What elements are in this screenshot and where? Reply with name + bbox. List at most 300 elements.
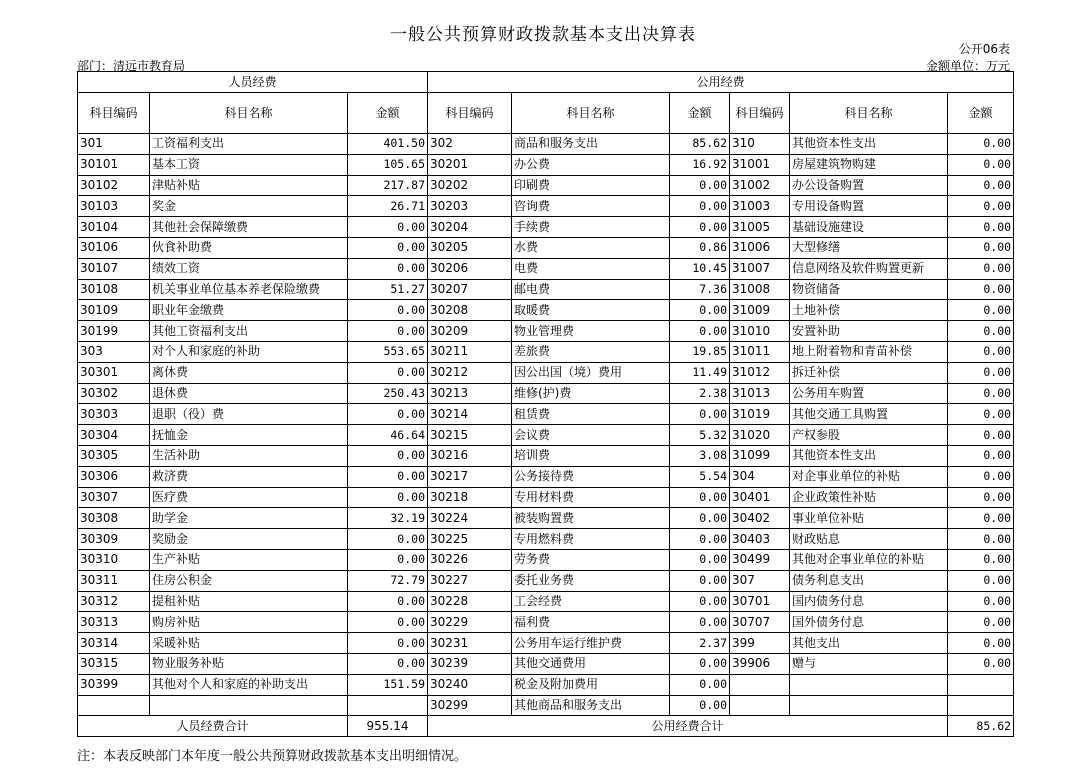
amount-cell: 0.00 xyxy=(948,425,1014,446)
amount-cell: 0.00 xyxy=(948,591,1014,612)
amount-cell: 151.59 xyxy=(348,674,428,695)
amount-cell: 0.00 xyxy=(670,591,730,612)
subject-code-cell: 31003 xyxy=(730,196,790,217)
subject-code-cell: 30211 xyxy=(428,341,512,362)
amount-cell: 0.00 xyxy=(948,258,1014,279)
amount-cell: 0.00 xyxy=(670,404,730,425)
subject-name-cell: 事业单位补贴 xyxy=(790,508,948,529)
amount-cell: 0.00 xyxy=(948,321,1014,342)
amount-cell: 0.00 xyxy=(948,570,1014,591)
table-row xyxy=(78,633,1014,654)
amount-cell: 0.00 xyxy=(348,487,428,508)
amount-cell: 0.00 xyxy=(348,466,428,487)
subject-code-cell: 30217 xyxy=(428,466,512,487)
subject-code-cell: 30215 xyxy=(428,425,512,446)
subject-code-cell: 31011 xyxy=(730,341,790,362)
column-header-row xyxy=(78,93,1014,134)
amount-cell: 0.00 xyxy=(348,549,428,570)
subject-code-cell: 30239 xyxy=(428,653,512,674)
footnote: 注：本表反映部门本年度一般公共预算财政拨款基本支出明细情况。 xyxy=(77,749,468,764)
subject-code-cell: 30203 xyxy=(428,196,512,217)
subject-name-cell: 医疗费 xyxy=(150,487,348,508)
subject-code-cell: 30403 xyxy=(730,529,790,550)
subject-name-cell: 其他社会保障缴费 xyxy=(150,217,348,238)
subject-code-cell: 30218 xyxy=(428,487,512,508)
amount-cell: 0.00 xyxy=(670,674,730,695)
subject-name-cell: 退职（役）费 xyxy=(150,404,348,425)
amount-cell: 0.00 xyxy=(348,591,428,612)
subject-name-cell: 电费 xyxy=(512,258,670,279)
amount-cell: 0.00 xyxy=(348,237,428,258)
subject-name-cell: 其他支出 xyxy=(790,633,948,654)
amount-cell: 0.00 xyxy=(948,445,1014,466)
subject-name-cell: 公务用车运行维护费 xyxy=(512,633,670,654)
subject-code-cell: 30311 xyxy=(78,570,150,591)
amount-cell: 105.65 xyxy=(348,154,428,175)
subject-code-cell: 30208 xyxy=(428,300,512,321)
subject-code-cell: 30101 xyxy=(78,154,150,175)
amount-cell: 0.00 xyxy=(348,362,428,383)
subject-code-cell: 30109 xyxy=(78,300,150,321)
amount-cell: 0.00 xyxy=(948,633,1014,654)
amount-cell: 0.00 xyxy=(948,404,1014,425)
subject-name-cell: 手续费 xyxy=(512,217,670,238)
subject-name-cell: 其他交通费用 xyxy=(512,653,670,674)
subject-name-cell: 地上附着物和青苗补偿 xyxy=(790,341,948,362)
subject-code-cell: 31006 xyxy=(730,237,790,258)
amount-cell: 0.00 xyxy=(670,196,730,217)
subject-code-cell: 30201 xyxy=(428,154,512,175)
group-header-row xyxy=(78,72,1014,93)
subject-name-cell: 委托业务费 xyxy=(512,570,670,591)
amount-cell: 0.00 xyxy=(948,237,1014,258)
amount-cell: 0.00 xyxy=(670,549,730,570)
department-label: 部门：清远市教育局 xyxy=(77,59,186,73)
amount-cell: 0.00 xyxy=(948,529,1014,550)
subject-code-cell: 30305 xyxy=(78,445,150,466)
amount-cell: 10.45 xyxy=(670,258,730,279)
amount-cell: 3.08 xyxy=(670,445,730,466)
subject-name-cell: 国外债务付息 xyxy=(790,612,948,633)
amount-cell: 217.87 xyxy=(348,175,428,196)
subject-name-cell: 工会经费 xyxy=(512,591,670,612)
amount-cell: 0.86 xyxy=(670,237,730,258)
amount-cell: 0.00 xyxy=(348,653,428,674)
subject-name-cell: 对企事业单位的补贴 xyxy=(790,466,948,487)
amount-cell: 0.00 xyxy=(948,653,1014,674)
amount-cell: 0.00 xyxy=(348,612,428,633)
amount-cell: 0.00 xyxy=(670,175,730,196)
table-row xyxy=(78,549,1014,570)
subject-code-cell: 31019 xyxy=(730,404,790,425)
expenditure-table xyxy=(77,71,1014,737)
subject-name-cell: 国内债务付息 xyxy=(790,591,948,612)
amount-cell: 250.43 xyxy=(348,383,428,404)
subject-code-cell: 303 xyxy=(78,341,150,362)
subject-code-cell: 30229 xyxy=(428,612,512,633)
table-row xyxy=(78,612,1014,633)
amount-cell: 0.00 xyxy=(670,321,730,342)
amount-cell: 0.00 xyxy=(948,612,1014,633)
subject-name-cell xyxy=(790,674,948,695)
amount-cell: 0.00 xyxy=(348,404,428,425)
public-total-label: 公用经费合计 xyxy=(428,716,948,737)
table-row xyxy=(78,529,1014,550)
amount-cell: 7.36 xyxy=(670,279,730,300)
subject-code-cell: 30304 xyxy=(78,425,150,446)
subject-name-cell: 其他工资福利支出 xyxy=(150,321,348,342)
amount-cell: 0.00 xyxy=(948,487,1014,508)
amount-cell: 0.00 xyxy=(948,279,1014,300)
amount-cell: 0.00 xyxy=(348,445,428,466)
amount-cell: 0.00 xyxy=(948,217,1014,238)
subject-code-cell: 30301 xyxy=(78,362,150,383)
amount-cell: 32.19 xyxy=(348,508,428,529)
table-row xyxy=(78,341,1014,362)
subject-code-cell: 30306 xyxy=(78,466,150,487)
subject-name-cell: 维修(护)费 xyxy=(512,383,670,404)
amount-cell: 0.00 xyxy=(670,612,730,633)
page-title: 一般公共预算财政拨款基本支出决算表 xyxy=(390,25,696,45)
unit-label: 金额单位：万元 xyxy=(925,59,1010,73)
subject-code-cell: 31008 xyxy=(730,279,790,300)
header-name: 科目名称 xyxy=(150,93,348,134)
subject-code-cell: 31010 xyxy=(730,321,790,342)
amount-cell: 2.37 xyxy=(670,633,730,654)
subject-name-cell: 购房补贴 xyxy=(150,612,348,633)
subject-code-cell: 30216 xyxy=(428,445,512,466)
subject-code-cell: 30213 xyxy=(428,383,512,404)
subject-code-cell: 302 xyxy=(428,134,512,155)
header-code: 科目编码 xyxy=(78,93,150,134)
subject-name-cell: 物业服务补贴 xyxy=(150,653,348,674)
amount-cell: 0.00 xyxy=(670,487,730,508)
amount-cell: 0.00 xyxy=(670,217,730,238)
subject-name-cell: 培训费 xyxy=(512,445,670,466)
subject-name-cell: 离休费 xyxy=(150,362,348,383)
amount-cell: 0.00 xyxy=(348,258,428,279)
amount-cell: 0.00 xyxy=(670,529,730,550)
amount-cell: 72.79 xyxy=(348,570,428,591)
table-row xyxy=(78,217,1014,238)
subject-code-cell: 31009 xyxy=(730,300,790,321)
amount-cell: 0.00 xyxy=(948,466,1014,487)
subject-code-cell: 31020 xyxy=(730,425,790,446)
public-total-amount: 85.62 xyxy=(948,716,1014,737)
subject-name-cell: 产权参股 xyxy=(790,425,948,446)
amount-cell: 26.71 xyxy=(348,196,428,217)
header-code: 科目编码 xyxy=(428,93,512,134)
subject-name-cell: 房屋建筑物购建 xyxy=(790,154,948,175)
amount-cell: 85.62 xyxy=(670,134,730,155)
subject-code-cell: 30106 xyxy=(78,237,150,258)
subject-code-cell: 30207 xyxy=(428,279,512,300)
subject-code-cell xyxy=(730,695,790,716)
subject-code-cell: 30199 xyxy=(78,321,150,342)
subject-name-cell: 物资储备 xyxy=(790,279,948,300)
subject-name-cell: 津贴补贴 xyxy=(150,175,348,196)
amount-cell: 16.92 xyxy=(670,154,730,175)
amount-cell: 0.00 xyxy=(670,653,730,674)
table-row xyxy=(78,362,1014,383)
subject-name-cell: 基本工资 xyxy=(150,154,348,175)
subject-name-cell: 专用材料费 xyxy=(512,487,670,508)
table-row xyxy=(78,445,1014,466)
subject-name-cell: 助学金 xyxy=(150,508,348,529)
amount-cell xyxy=(948,674,1014,695)
subject-code-cell: 301 xyxy=(78,134,150,155)
personnel-total-amount: 955.14 xyxy=(348,716,428,737)
subject-name-cell: 救济费 xyxy=(150,466,348,487)
table-row xyxy=(78,383,1014,404)
subject-name-cell: 专用燃料费 xyxy=(512,529,670,550)
table-row xyxy=(78,321,1014,342)
subject-code-cell: 30310 xyxy=(78,549,150,570)
amount-cell: 0.00 xyxy=(348,217,428,238)
subject-code-cell: 30228 xyxy=(428,591,512,612)
subject-code-cell: 30104 xyxy=(78,217,150,238)
subject-name-cell: 咨询费 xyxy=(512,196,670,217)
subject-code-cell: 30402 xyxy=(730,508,790,529)
subject-name-cell: 公务用车购置 xyxy=(790,383,948,404)
subject-code-cell: 30212 xyxy=(428,362,512,383)
amount-cell: 2.38 xyxy=(670,383,730,404)
table-row xyxy=(78,653,1014,674)
subject-name-cell: 企业政策性补贴 xyxy=(790,487,948,508)
amount-cell: 0.00 xyxy=(948,508,1014,529)
amount-cell: 11.49 xyxy=(670,362,730,383)
table-row xyxy=(78,508,1014,529)
amount-cell: 0.00 xyxy=(948,300,1014,321)
totals-row xyxy=(78,716,1014,737)
subject-name-cell: 因公出国（境）费用 xyxy=(512,362,670,383)
subject-name-cell: 被装购置费 xyxy=(512,508,670,529)
subject-code-cell: 30399 xyxy=(78,674,150,695)
amount-cell: 0.00 xyxy=(670,300,730,321)
subject-name-cell: 采暖补贴 xyxy=(150,633,348,654)
amount-cell: 0.00 xyxy=(948,134,1014,155)
subject-name-cell: 住房公积金 xyxy=(150,570,348,591)
subject-name-cell: 绩效工资 xyxy=(150,258,348,279)
subject-name-cell: 水费 xyxy=(512,237,670,258)
table-row xyxy=(78,237,1014,258)
subject-code-cell: 30204 xyxy=(428,217,512,238)
amount-cell: 0.00 xyxy=(670,570,730,591)
subject-code-cell: 304 xyxy=(730,466,790,487)
subject-code-cell: 307 xyxy=(730,570,790,591)
subject-code-cell xyxy=(78,695,150,716)
subject-name-cell: 拆迁补偿 xyxy=(790,362,948,383)
subject-name-cell: 其他对个人和家庭的补助支出 xyxy=(150,674,348,695)
table-code: 公开06表 xyxy=(958,42,1010,56)
amount-cell: 0.00 xyxy=(670,508,730,529)
subject-name-cell: 租赁费 xyxy=(512,404,670,425)
subject-name-cell: 赠与 xyxy=(790,653,948,674)
subject-code-cell: 30240 xyxy=(428,674,512,695)
table-row xyxy=(78,487,1014,508)
subject-name-cell: 信息网络及软件购置更新 xyxy=(790,258,948,279)
subject-code-cell: 30315 xyxy=(78,653,150,674)
subject-code-cell: 30214 xyxy=(428,404,512,425)
subject-code-cell: 30308 xyxy=(78,508,150,529)
header-name: 科目名称 xyxy=(790,93,948,134)
group-personnel: 人员经费 xyxy=(78,72,428,93)
subject-code-cell: 31005 xyxy=(730,217,790,238)
subject-name-cell: 劳务费 xyxy=(512,549,670,570)
amount-cell: 0.00 xyxy=(348,321,428,342)
subject-name-cell: 机关事业单位基本养老保险缴费 xyxy=(150,279,348,300)
subject-name-cell: 职业年金缴费 xyxy=(150,300,348,321)
subject-name-cell: 取暖费 xyxy=(512,300,670,321)
table-row xyxy=(78,674,1014,695)
subject-name-cell: 其他对企事业单位的补贴 xyxy=(790,549,948,570)
subject-name-cell: 邮电费 xyxy=(512,279,670,300)
subject-name-cell: 奖励金 xyxy=(150,529,348,550)
subject-code-cell: 30701 xyxy=(730,591,790,612)
header-name: 科目名称 xyxy=(512,93,670,134)
subject-code-cell: 30302 xyxy=(78,383,150,404)
subject-name-cell: 提租补贴 xyxy=(150,591,348,612)
subject-code-cell: 30299 xyxy=(428,695,512,716)
subject-code-cell: 30107 xyxy=(78,258,150,279)
subject-code-cell: 31013 xyxy=(730,383,790,404)
subject-name-cell: 差旅费 xyxy=(512,341,670,362)
subject-code-cell: 30103 xyxy=(78,196,150,217)
subject-name-cell: 基础设施建设 xyxy=(790,217,948,238)
subject-name-cell: 税金及附加费用 xyxy=(512,674,670,695)
amount-cell xyxy=(348,695,428,716)
table-row xyxy=(78,175,1014,196)
subject-name-cell: 其他资本性支出 xyxy=(790,134,948,155)
subject-name-cell: 工资福利支出 xyxy=(150,134,348,155)
subject-code-cell: 30206 xyxy=(428,258,512,279)
subject-code-cell: 30209 xyxy=(428,321,512,342)
subject-name-cell: 生产补贴 xyxy=(150,549,348,570)
subject-name-cell: 会议费 xyxy=(512,425,670,446)
amount-cell: 0.00 xyxy=(948,362,1014,383)
amount-cell: 51.27 xyxy=(348,279,428,300)
subject-name-cell: 生活补助 xyxy=(150,445,348,466)
subject-code-cell: 30227 xyxy=(428,570,512,591)
subject-code-cell: 31012 xyxy=(730,362,790,383)
subject-name-cell: 物业管理费 xyxy=(512,321,670,342)
subject-name-cell: 伙食补助费 xyxy=(150,237,348,258)
table-row xyxy=(78,425,1014,446)
subject-name-cell: 大型修缮 xyxy=(790,237,948,258)
subject-name-cell: 其他资本性支出 xyxy=(790,445,948,466)
amount-cell: 0.00 xyxy=(948,341,1014,362)
table-row xyxy=(78,134,1014,155)
subject-code-cell: 30225 xyxy=(428,529,512,550)
subject-name-cell: 奖金 xyxy=(150,196,348,217)
table-row xyxy=(78,258,1014,279)
subject-code-cell: 30401 xyxy=(730,487,790,508)
subject-name-cell: 土地补偿 xyxy=(790,300,948,321)
subject-code-cell: 30307 xyxy=(78,487,150,508)
header-amount: 金额 xyxy=(948,93,1014,134)
amount-cell: 0.00 xyxy=(348,300,428,321)
subject-name-cell: 抚恤金 xyxy=(150,425,348,446)
subject-code-cell: 30102 xyxy=(78,175,150,196)
amount-cell: 0.00 xyxy=(948,549,1014,570)
subject-name-cell xyxy=(150,695,348,716)
table-row xyxy=(78,196,1014,217)
subject-name-cell: 退休费 xyxy=(150,383,348,404)
subject-name-cell: 财政贴息 xyxy=(790,529,948,550)
subject-name-cell: 对个人和家庭的补助 xyxy=(150,341,348,362)
group-public: 公用经费 xyxy=(428,72,1014,93)
amount-cell: 0.00 xyxy=(948,383,1014,404)
table-row xyxy=(78,695,1014,716)
subject-code-cell: 30499 xyxy=(730,549,790,570)
subject-code-cell: 30313 xyxy=(78,612,150,633)
subject-name-cell: 安置补助 xyxy=(790,321,948,342)
subject-name-cell: 印刷费 xyxy=(512,175,670,196)
amount-cell: 46.64 xyxy=(348,425,428,446)
amount-cell: 0.00 xyxy=(948,175,1014,196)
subject-code-cell: 30226 xyxy=(428,549,512,570)
table-row xyxy=(78,279,1014,300)
subject-code-cell xyxy=(730,674,790,695)
subject-code-cell: 39906 xyxy=(730,653,790,674)
subject-code-cell: 31099 xyxy=(730,445,790,466)
subject-name-cell: 公务接待费 xyxy=(512,466,670,487)
amount-cell: 0.00 xyxy=(348,633,428,654)
subject-name-cell: 福利费 xyxy=(512,612,670,633)
personnel-total-label: 人员经费合计 xyxy=(78,716,348,737)
subject-code-cell: 399 xyxy=(730,633,790,654)
table-row xyxy=(78,466,1014,487)
header-amount: 金额 xyxy=(670,93,730,134)
subject-name-cell: 其他交通工具购置 xyxy=(790,404,948,425)
amount-cell: 0.00 xyxy=(348,529,428,550)
amount-cell: 553.65 xyxy=(348,341,428,362)
subject-code-cell: 310 xyxy=(730,134,790,155)
subject-code-cell: 30707 xyxy=(730,612,790,633)
subject-code-cell: 30108 xyxy=(78,279,150,300)
subject-code-cell: 30303 xyxy=(78,404,150,425)
subject-code-cell: 31007 xyxy=(730,258,790,279)
subject-name-cell: 办公设备购置 xyxy=(790,175,948,196)
subject-name-cell: 其他商品和服务支出 xyxy=(512,695,670,716)
amount-cell: 5.54 xyxy=(670,466,730,487)
table-row xyxy=(78,404,1014,425)
subject-name-cell: 办公费 xyxy=(512,154,670,175)
subject-name-cell: 专用设备购置 xyxy=(790,196,948,217)
subject-name-cell: 商品和服务支出 xyxy=(512,134,670,155)
subject-code-cell: 30309 xyxy=(78,529,150,550)
table-row xyxy=(78,300,1014,321)
subject-code-cell: 31001 xyxy=(730,154,790,175)
subject-code-cell: 30202 xyxy=(428,175,512,196)
table-row xyxy=(78,591,1014,612)
amount-cell: 0.00 xyxy=(948,196,1014,217)
subject-code-cell: 30231 xyxy=(428,633,512,654)
subject-code-cell: 30312 xyxy=(78,591,150,612)
subject-code-cell: 31002 xyxy=(730,175,790,196)
subject-code-cell: 30224 xyxy=(428,508,512,529)
amount-cell: 0.00 xyxy=(670,695,730,716)
amount-cell xyxy=(948,695,1014,716)
table-row xyxy=(78,570,1014,591)
subject-code-cell: 30205 xyxy=(428,237,512,258)
header-code: 科目编码 xyxy=(730,93,790,134)
amount-cell: 5.32 xyxy=(670,425,730,446)
table-row xyxy=(78,154,1014,175)
subject-name-cell: 债务利息支出 xyxy=(790,570,948,591)
header-amount: 金额 xyxy=(348,93,428,134)
amount-cell: 401.50 xyxy=(348,134,428,155)
